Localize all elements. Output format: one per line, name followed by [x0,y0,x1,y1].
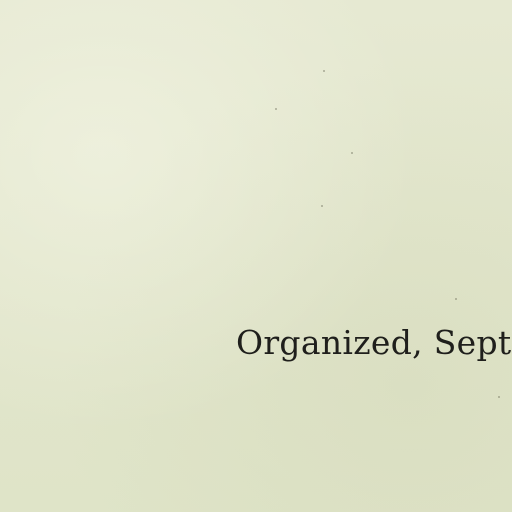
paper-speck [455,298,457,300]
paper-speck [321,205,323,207]
paper-speck [498,396,500,398]
paper-speck [275,108,277,110]
organized-text-line: Organized, Sept [236,323,512,362]
paper-speck [323,70,325,72]
paper-speck [351,152,353,154]
